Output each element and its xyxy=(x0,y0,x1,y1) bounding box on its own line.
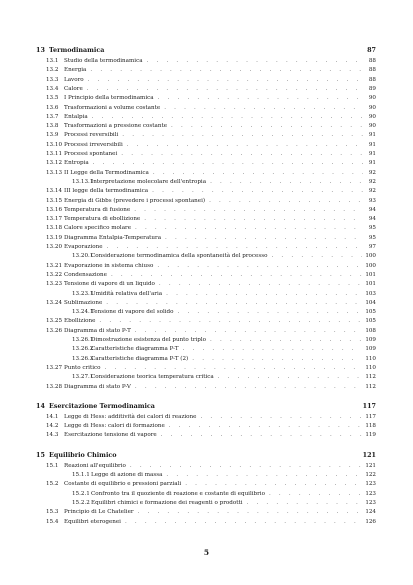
toc-page: 109 xyxy=(365,337,376,343)
toc-page: 112 xyxy=(365,374,376,381)
toc-entry[interactable] xyxy=(46,159,376,167)
toc-page: 110 xyxy=(365,364,376,371)
toc-title: Punto critico xyxy=(64,364,101,371)
toc-leader xyxy=(166,471,362,479)
toc-entry[interactable] xyxy=(46,169,376,177)
toc-page: 101 xyxy=(365,271,376,278)
toc-entry[interactable] xyxy=(46,480,376,488)
toc-number: 13.16 xyxy=(46,206,63,213)
toc-entry[interactable] xyxy=(46,224,376,232)
toc-page: 108 xyxy=(365,327,376,334)
toc-number: 13.14 xyxy=(46,188,63,195)
toc-number: 13.20 xyxy=(46,244,63,250)
toc-number: 13.26.1 xyxy=(72,337,94,343)
toc-number: 13.11 xyxy=(46,151,63,157)
toc-page: 97 xyxy=(368,244,376,250)
toc-leader xyxy=(135,383,362,391)
toc-entry[interactable] xyxy=(46,431,376,439)
toc-number: 13.6 xyxy=(46,104,59,111)
toc-title: Equilibri eterogenei xyxy=(64,518,121,525)
toc-title: Legge di Hess: additività dei calori di reazione xyxy=(64,413,197,420)
toc-title: Energia di Gibbs (prevedere i processi spontanei) xyxy=(64,197,206,204)
toc-title: Esercitazione tensione di vapore xyxy=(64,432,157,439)
toc-page: 119 xyxy=(365,432,376,439)
toc-entry[interactable] xyxy=(46,462,376,470)
toc-entry[interactable] xyxy=(46,215,376,223)
toc-leader xyxy=(166,290,362,298)
toc-leader xyxy=(87,85,363,93)
toc-title: Termodinamica xyxy=(49,46,105,54)
toc-page: 91 xyxy=(368,151,376,157)
toc-number: 15.2 xyxy=(46,481,59,488)
toc-entry[interactable] xyxy=(46,383,376,391)
toc-title: Temperatura di fusione xyxy=(64,206,131,213)
toc-leader xyxy=(130,462,362,470)
toc-title: Tensione di vapore di un liquido xyxy=(64,281,155,288)
toc-number: 13.27.1 xyxy=(72,374,94,381)
toc-page: 103 xyxy=(365,290,376,297)
toc-page: 105 xyxy=(365,318,376,325)
toc-entry[interactable] xyxy=(46,508,376,516)
toc-page: 104 xyxy=(365,299,376,306)
toc-leader xyxy=(144,215,363,223)
toc-entry[interactable] xyxy=(72,471,376,479)
toc-title: Caratteristiche diagramma P-T (2) xyxy=(91,355,189,362)
toc-page: 101 xyxy=(365,281,376,288)
toc-number: 13.18 xyxy=(46,225,63,232)
toc-number: 13.19 xyxy=(46,234,63,241)
toc-entry[interactable] xyxy=(46,234,376,242)
toc-number: 15.4 xyxy=(46,518,59,525)
toc-page: 121 xyxy=(365,462,376,469)
toc-title: Ebollizione xyxy=(64,318,96,325)
toc-title: Processi spontanei xyxy=(64,151,118,157)
toc-title: Temperatura di ebollizione xyxy=(64,216,141,223)
toc-leader xyxy=(152,187,363,195)
toc-title: Legge di Hess: calori di formazione xyxy=(64,423,165,430)
toc-page: 100 xyxy=(365,262,376,269)
toc-page: 124 xyxy=(365,509,376,516)
toc-number: 13.22 xyxy=(46,271,63,278)
toc-title: Entropia xyxy=(64,160,89,167)
toc-number: 13.23 xyxy=(46,281,63,288)
toc-section[interactable] xyxy=(36,46,376,55)
toc-leader xyxy=(153,169,363,177)
toc-entry[interactable] xyxy=(46,122,376,130)
toc-page: 126 xyxy=(365,518,376,525)
toc-number: 13.8 xyxy=(46,123,59,130)
toc-number: 15.1 xyxy=(46,462,59,469)
toc-entry[interactable] xyxy=(46,57,376,65)
toc-number: 13.12 xyxy=(46,160,63,167)
toc-number: 14.2 xyxy=(46,423,59,430)
toc-entry[interactable] xyxy=(72,336,376,344)
toc-title: Lavoro xyxy=(64,76,84,83)
toc-leader xyxy=(192,355,362,363)
toc-number: 14 xyxy=(36,401,45,410)
toc-title: Confronto tra il quoziente di reazione e costante di equilibrio xyxy=(91,490,265,497)
toc-entry[interactable] xyxy=(46,104,376,112)
toc-leader xyxy=(165,234,363,242)
toc-title: Trasformazioni a pressione costante xyxy=(64,123,168,130)
toc-entry[interactable] xyxy=(46,85,376,93)
toc-entry[interactable] xyxy=(46,66,376,74)
toc-leader xyxy=(183,345,363,353)
toc-title: Interpretazione molecolare dell'entropia xyxy=(91,178,207,185)
toc-title: Principio di Le Chatelier xyxy=(64,509,134,516)
toc-number: 13.3 xyxy=(46,76,59,83)
toc-title: Considerazione termodinamica della spontaneità del processo xyxy=(91,253,268,260)
toc-page: 100 xyxy=(365,253,376,260)
toc-number: 13 xyxy=(36,46,45,54)
toc-page: 90 xyxy=(368,113,376,120)
toc-entry[interactable] xyxy=(46,94,376,102)
toc-page: 91 xyxy=(368,141,376,148)
toc-entry[interactable] xyxy=(46,113,376,121)
toc-title: Umidità relativa dell'aria xyxy=(91,290,163,297)
toc-title: Processi irreversibili xyxy=(64,141,123,148)
toc-page: 90 xyxy=(368,95,376,102)
toc-title: II Legge della Termodinamica xyxy=(64,169,149,176)
toc-title: Esercitazione Termodinamica xyxy=(49,401,155,410)
toc-page: 90 xyxy=(368,123,376,130)
toc-page: 88 xyxy=(368,67,376,74)
toc-number: 13.7 xyxy=(46,113,59,120)
toc-title: Reazioni all'equilibrio xyxy=(64,462,126,469)
toc-page: 109 xyxy=(365,346,376,353)
toc-title: Studio della termodinamica xyxy=(64,58,143,64)
toc-number: 13.28 xyxy=(46,383,63,390)
toc-page: 92 xyxy=(368,169,376,176)
toc-title: Sublimazione xyxy=(64,299,103,306)
toc-entry[interactable] xyxy=(46,141,376,149)
toc-number: 13.24.1 xyxy=(72,309,94,316)
toc-entry[interactable] xyxy=(46,131,376,139)
toc-title: Condensazione xyxy=(64,271,107,278)
toc-title: Tensione di vapore del solido xyxy=(91,309,174,316)
toc-leader xyxy=(210,336,362,344)
toc-number: 13.23.1 xyxy=(72,290,94,297)
toc-entry[interactable] xyxy=(72,308,376,316)
toc-page: 118 xyxy=(365,423,376,430)
toc-number: 13.17 xyxy=(46,216,63,223)
toc-number: 13.9 xyxy=(46,132,59,139)
toc-leader xyxy=(185,480,362,488)
toc-entry[interactable] xyxy=(46,150,376,158)
toc-page: 91 xyxy=(368,132,376,139)
toc-page: 89 xyxy=(368,85,376,92)
toc-leader xyxy=(134,206,363,214)
toc-page: 121 xyxy=(362,450,376,459)
toc-page: 123 xyxy=(365,490,376,497)
toc-leader xyxy=(178,308,363,316)
toc-number: 15.2.1 xyxy=(72,490,90,497)
toc-title: Evaporazione xyxy=(64,244,103,250)
toc-entry[interactable] xyxy=(46,262,376,270)
toc-page: 92 xyxy=(368,178,376,185)
toc-entry[interactable] xyxy=(46,197,376,205)
toc-title: Legge di azione di massa xyxy=(91,472,163,478)
toc-leader xyxy=(247,499,363,507)
toc-entry[interactable] xyxy=(46,76,376,84)
toc-title: I Principio della termodinamica xyxy=(64,95,154,102)
toc-entry[interactable] xyxy=(46,280,376,288)
toc-leader xyxy=(269,490,362,498)
toc-entry[interactable] xyxy=(46,187,376,195)
toc-leader xyxy=(171,122,363,130)
toc-entry[interactable] xyxy=(46,243,376,251)
toc-entry[interactable] xyxy=(46,364,376,372)
toc-leader xyxy=(200,413,362,421)
toc-title: Equilibrio Chimico xyxy=(49,450,117,459)
toc-number: 13.21 xyxy=(46,262,63,269)
toc-page: 123 xyxy=(365,481,376,488)
toc-title: Diagramma di stato P-V xyxy=(64,383,131,390)
toc-number: 15.3 xyxy=(46,509,59,516)
toc-entry[interactable] xyxy=(46,413,376,421)
page-number: 5 xyxy=(203,548,210,557)
toc-leader xyxy=(209,197,363,205)
toc-title: Dimostrazione esistenza del punto triplo xyxy=(91,337,207,343)
toc-number: 15 xyxy=(36,450,45,459)
toc-title: Caratteristiche diagramma P-T xyxy=(91,346,179,353)
toc-entry[interactable] xyxy=(72,290,376,298)
toc-leader xyxy=(138,508,363,516)
toc-leader xyxy=(210,178,363,186)
toc-page: 117 xyxy=(362,401,376,410)
toc-number: 13.5 xyxy=(46,95,59,102)
toc-page: 117 xyxy=(365,413,376,420)
toc-page: 92 xyxy=(368,188,376,195)
toc-leader xyxy=(106,299,362,307)
toc-leader xyxy=(158,94,363,102)
toc-title: Diagramma Entalpia-Temperatura xyxy=(64,234,162,241)
toc-page: 94 xyxy=(368,206,376,213)
toc-page: 88 xyxy=(368,58,376,64)
toc-page: 95 xyxy=(368,225,376,232)
toc-page: 91 xyxy=(368,160,376,167)
toc-leader xyxy=(107,243,363,251)
toc-number: 14.1 xyxy=(46,413,59,420)
toc-number: 13.15 xyxy=(46,197,63,204)
toc-entry[interactable] xyxy=(72,373,376,381)
toc-leader xyxy=(121,150,363,158)
toc-page: 88 xyxy=(368,76,376,83)
toc-title: Trasformazioni a volume costante xyxy=(64,104,161,111)
toc-entry[interactable] xyxy=(72,178,376,186)
toc-entry[interactable] xyxy=(72,252,376,260)
toc-title: Evaporazione in sistema chiuso xyxy=(64,262,154,269)
toc-entry[interactable] xyxy=(46,206,376,214)
toc-number: 13.24 xyxy=(46,299,63,306)
toc-leader xyxy=(90,66,363,74)
toc-page: 94 xyxy=(368,216,376,223)
toc-page: 110 xyxy=(365,355,376,362)
toc-leader xyxy=(164,104,363,112)
toc-number: 13.10 xyxy=(46,141,63,148)
toc-number: 13.26.2 xyxy=(72,346,94,353)
toc-leader xyxy=(111,271,362,279)
toc-entry[interactable] xyxy=(46,422,376,430)
toc-leader xyxy=(93,159,363,167)
toc-number: 14.3 xyxy=(46,432,59,439)
toc-page: 87 xyxy=(367,46,376,54)
toc-title: Costante di equilibrio e pressioni parziali xyxy=(64,481,182,488)
toc-title: III legge della termodinamica xyxy=(64,188,149,195)
toc-entry[interactable] xyxy=(46,327,376,335)
toc-number: 15.1.1 xyxy=(72,472,90,478)
toc-leader xyxy=(161,431,363,439)
toc-number: 13.26.3 xyxy=(72,355,94,362)
toc-number: 13.25 xyxy=(46,318,63,325)
toc-number: 13.2 xyxy=(46,67,59,74)
toc-page: 123 xyxy=(365,499,376,506)
toc-leader xyxy=(125,518,362,526)
toc-title: Diagramma di stato P-T xyxy=(64,327,131,334)
toc-leader xyxy=(169,422,363,430)
toc-number: 13.1 xyxy=(46,58,59,64)
toc-title: Energia xyxy=(64,67,87,74)
toc-number: 13.13 xyxy=(46,169,63,176)
toc-entry[interactable] xyxy=(46,518,376,526)
toc-title: Calore specifico molare xyxy=(64,225,132,232)
toc-page: 90 xyxy=(368,104,376,111)
toc-entry[interactable] xyxy=(72,345,376,353)
toc-page: 93 xyxy=(368,197,376,204)
toc-leader xyxy=(271,252,362,260)
toc-entry[interactable] xyxy=(46,271,376,279)
toc-page: 122 xyxy=(365,472,376,478)
toc-page: 95 xyxy=(368,234,376,241)
toc-leader xyxy=(135,327,363,335)
toc-number: 13.4 xyxy=(46,85,59,92)
toc-entry[interactable] xyxy=(72,499,376,507)
toc-title: Entalpia xyxy=(64,113,88,120)
toc-leader xyxy=(88,76,363,84)
toc-title: Calore xyxy=(64,85,83,92)
toc-leader xyxy=(92,113,363,121)
toc-section[interactable] xyxy=(36,451,376,460)
toc-title: Equilibri chimici e formazione dei reagenti o prodotti xyxy=(91,499,243,506)
toc-number: 15.2.2 xyxy=(72,499,90,506)
toc-page: 112 xyxy=(365,383,376,390)
toc-number: 13.13.1 xyxy=(72,178,94,185)
toc-leader xyxy=(147,57,363,65)
toc-leader xyxy=(99,317,362,325)
toc-leader xyxy=(127,141,363,149)
toc-leader xyxy=(157,262,362,270)
toc-leader xyxy=(159,280,362,288)
toc-entry[interactable] xyxy=(72,355,376,363)
toc-entry[interactable] xyxy=(46,299,376,307)
toc-leader xyxy=(105,364,363,372)
toc-page: 105 xyxy=(365,309,376,316)
toc-number: 13.26 xyxy=(46,327,63,334)
toc-entry[interactable] xyxy=(46,317,376,325)
toc-leader xyxy=(135,224,363,232)
toc-title: Processi reversibili xyxy=(64,132,119,139)
toc-leader xyxy=(122,131,363,139)
toc-entry[interactable] xyxy=(72,490,376,498)
toc-section[interactable] xyxy=(36,402,376,411)
toc-number: 13.27 xyxy=(46,364,63,371)
toc-leader xyxy=(218,373,363,381)
toc-number: 13.20.1 xyxy=(72,253,94,260)
toc-title: Considerazione teorica temperatura critica xyxy=(91,374,214,381)
